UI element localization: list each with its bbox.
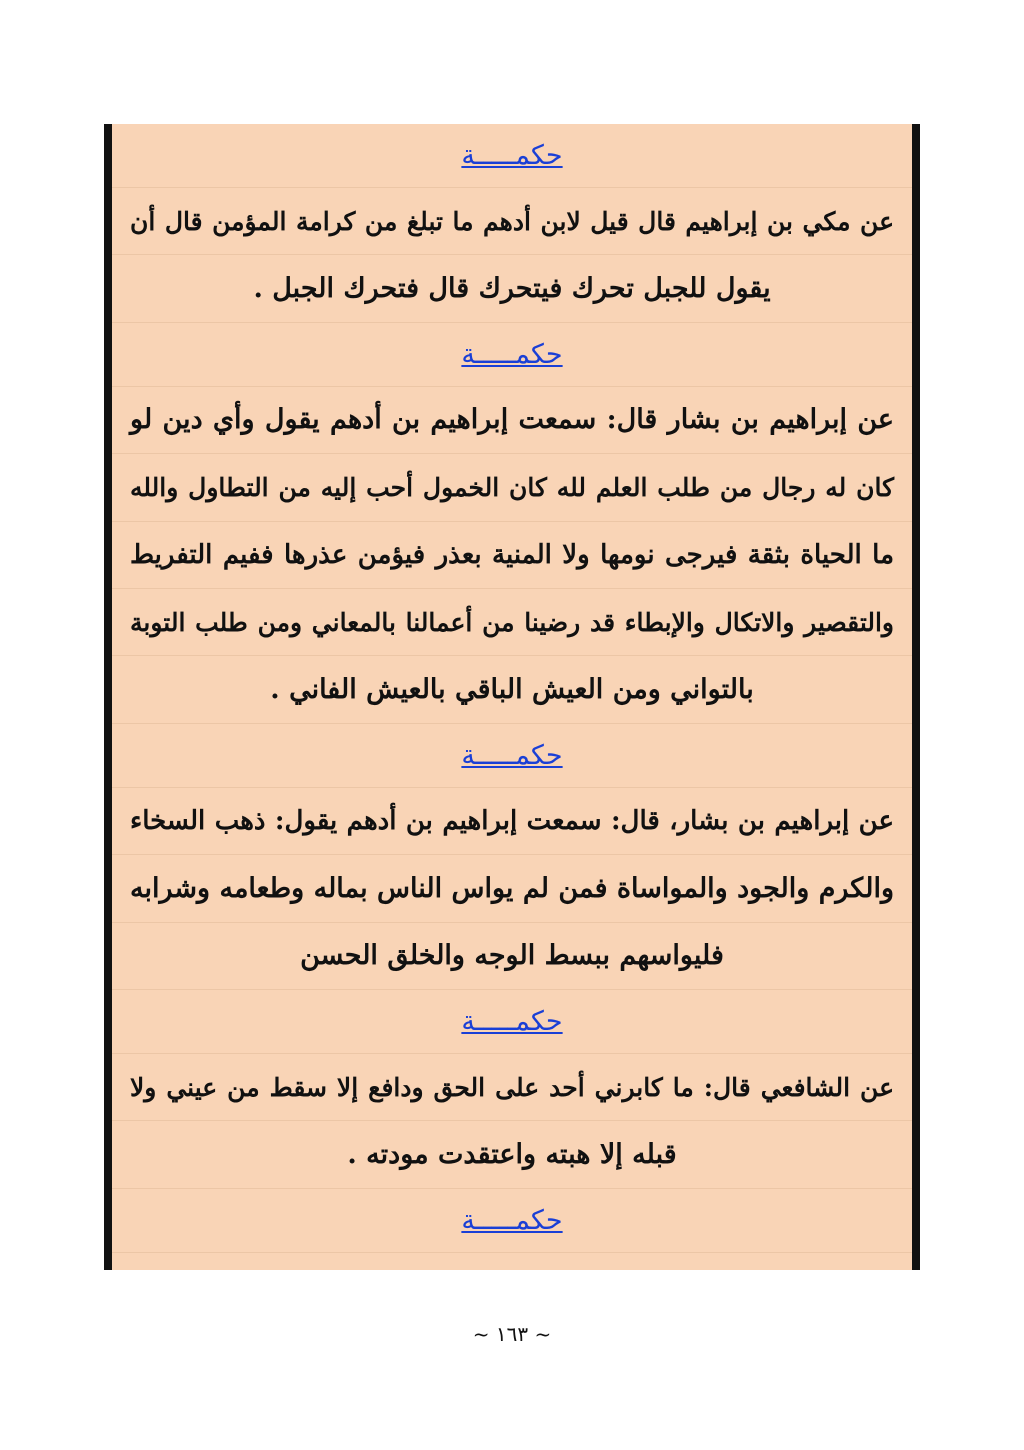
section-title-link[interactable]: حكمـــــة [461, 1005, 563, 1037]
text-line [112, 255, 912, 322]
text-line-content: ما الحياة بثقة فيرجى نومها ولا المنية بعذر فيؤمن عذرها ففيم التفريط [130, 539, 894, 570]
text-line [112, 1121, 912, 1188]
section-title-link[interactable]: حكمـــــة [461, 140, 563, 171]
section-title-row [112, 323, 912, 387]
text-line [112, 522, 912, 589]
text-line [112, 656, 912, 723]
section-title-link[interactable]: حكمـــــة [461, 1204, 563, 1236]
text-line [112, 1054, 912, 1121]
text-line-content: كان له رجال من طلب العلم لله كان الخمول أحب إليه من التطاول والله [130, 472, 894, 502]
text-line-content: بالتواني ومن العيش الباقي بالعيش الفاني . [270, 674, 754, 706]
text-line [112, 788, 912, 855]
section-title-link[interactable]: حكمـــــة [461, 338, 563, 370]
text-line-content: عن إبراهيم بن بشار قال: سمعت إبراهيم بن أدهم يقول وأي دين لو [130, 404, 894, 436]
text-line [112, 454, 912, 521]
section-title-link[interactable]: حكمـــــة [461, 739, 563, 771]
text-line-content: يقول للجبل تحرك فيتحرك قال فتحرك الجبل . [253, 273, 771, 305]
section-title-row [112, 1189, 912, 1253]
text-line [112, 923, 912, 990]
page-number: ~ ١٦٣ ~ [472, 1322, 552, 1346]
text-line-content: عن إبراهيم بن بشار، قال: سمعت إبراهيم بن أدهم يقول: ذهب السخاء [130, 805, 894, 836]
text-line [112, 387, 912, 454]
section-title-row [112, 724, 912, 788]
text-line-content: فليواسهم ببسط الوجه والخلق الحسن [300, 940, 724, 972]
content-panel [104, 124, 920, 1270]
text-line-content: عن مكي بن إبراهيم قال قيل لابن أدهم ما تبلغ من كرامة المؤمن قال أن [130, 206, 894, 236]
text-line-content: والتقصير والاتكال والإبطاء قد رضينا من أعمالنا بالمعاني ومن طلب التوبة [130, 607, 894, 637]
text-line-content: والكرم والجود والمواساة فمن لم يواس الناس بماله وطعامه وشرابه [130, 872, 894, 904]
text-line-content: قبله إلا هبته واعتقدت مودته . [347, 1138, 677, 1170]
section-title-row [112, 124, 912, 188]
text-line-content: عن الشافعي قال: ما كابرني أحد على الحق ودافع إلا سقط من عيني ولا [130, 1072, 894, 1102]
text-line [112, 855, 912, 922]
section-title-row [112, 990, 912, 1054]
text-line [112, 589, 912, 656]
text-line [112, 188, 912, 255]
